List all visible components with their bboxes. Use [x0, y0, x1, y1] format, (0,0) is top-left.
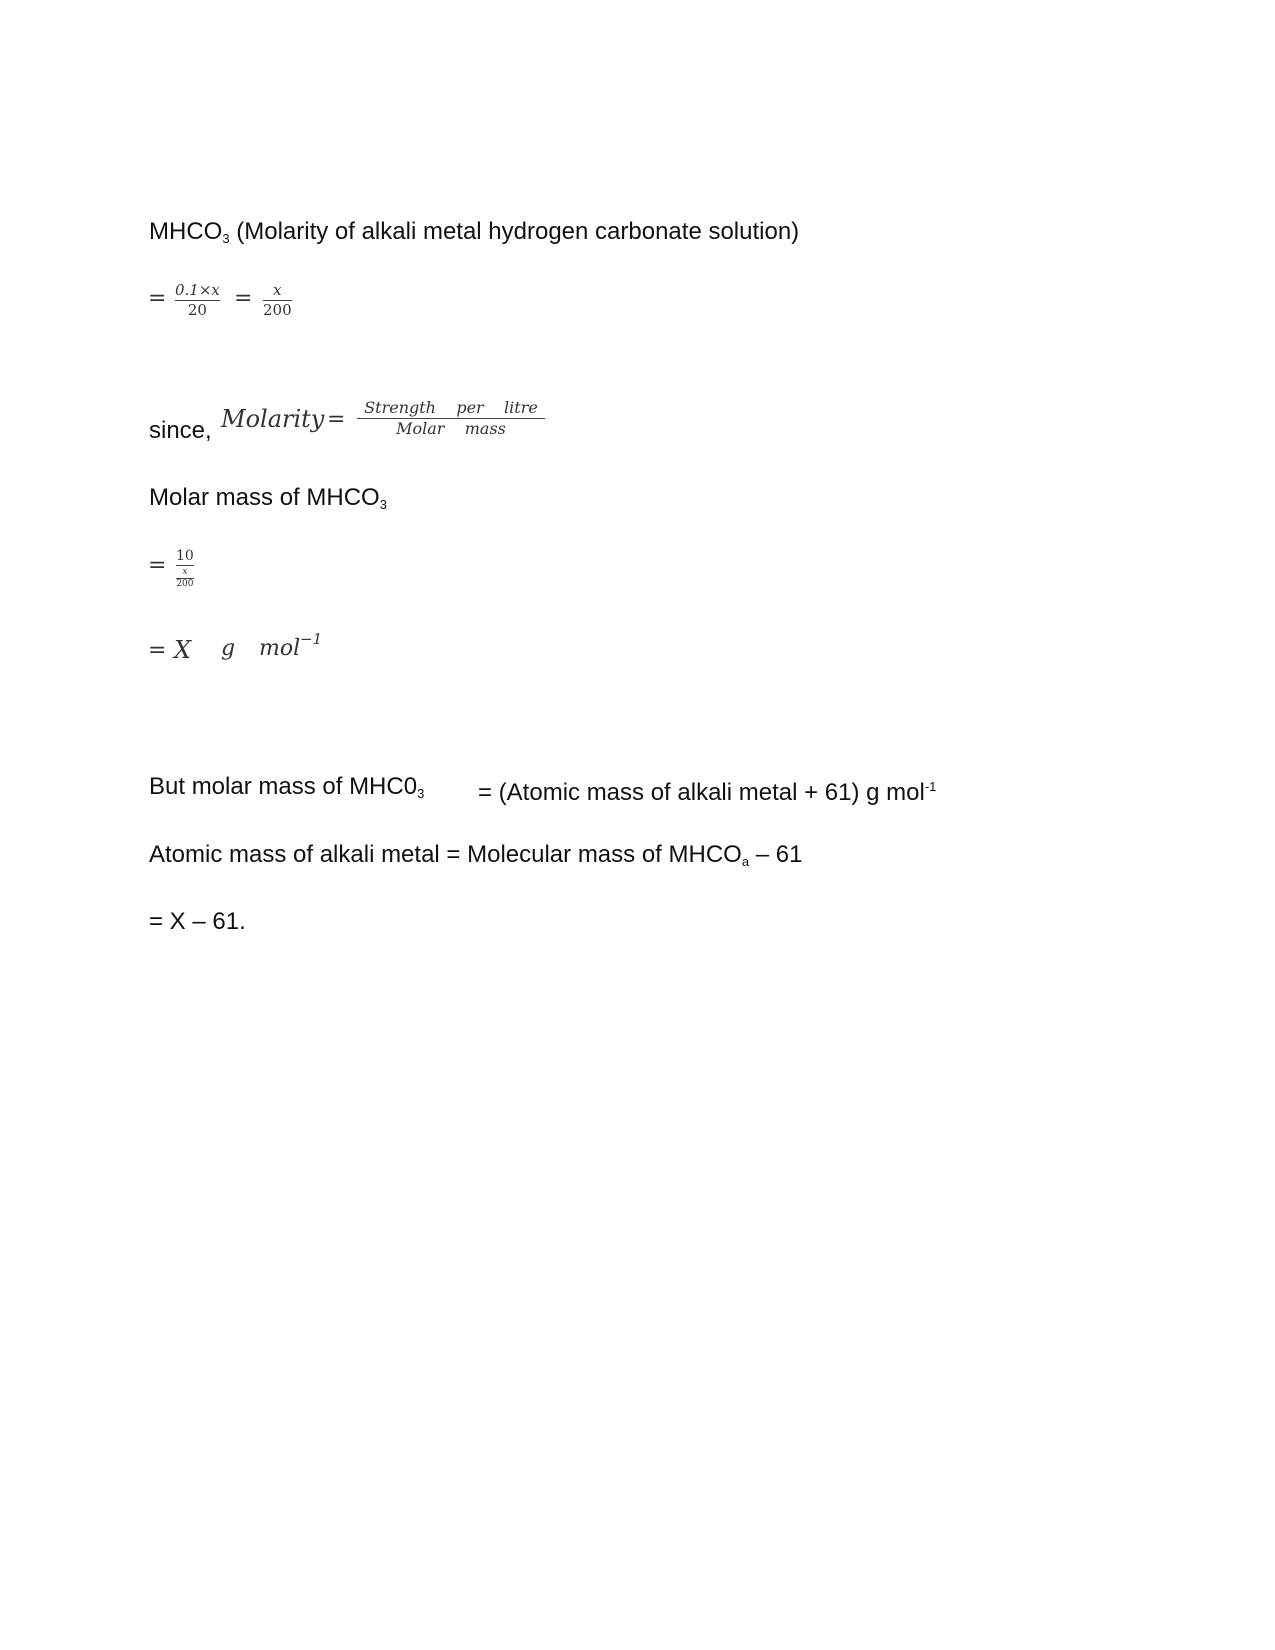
unit-mol: mol — [259, 636, 301, 661]
subscript-3: 3 — [417, 786, 425, 801]
fraction-numerator: 10 — [176, 548, 194, 564]
molarity-description: (Molarity of alkali metal hydrogen carbonate solution) — [229, 218, 800, 245]
variable-x: X — [174, 636, 192, 664]
equals-sign: = — [148, 638, 167, 663]
inner-fraction-x-over-200 — [176, 568, 193, 589]
fraction-numerator: 0.1×x — [175, 281, 220, 299]
subscript-a: a — [741, 854, 750, 869]
inner-denominator: 200 — [176, 579, 194, 589]
fraction-strength-over-molar-mass — [357, 400, 545, 437]
equals-sign: = — [327, 407, 346, 432]
fraction-denominator: 20 — [187, 301, 207, 319]
atomic-mass-line — [149, 841, 802, 876]
subscript-3: 3 — [379, 497, 387, 512]
fraction-denominator: 200 — [263, 301, 292, 319]
but-molar-mass-line — [149, 773, 424, 808]
equals-sign: = — [234, 286, 253, 311]
since-label: since, — [149, 417, 212, 444]
molar-mass-text: Molar mass of MHCO — [149, 484, 380, 511]
molarity-symbol: Molarity — [221, 405, 325, 433]
unit-g: g — [221, 636, 236, 661]
atomic-mass-text: Atomic mass of alkali metal = Molecular mass of MHCO — [149, 841, 742, 868]
inner-numerator: x — [182, 567, 188, 577]
fraction-denominator: Molar mass — [396, 419, 506, 438]
subscript-3: 3 — [222, 231, 230, 246]
fraction-bar — [176, 565, 194, 566]
final-result-text: = X – 61. — [149, 908, 246, 935]
but-molar-mass-text: But molar mass of MHC0 — [149, 773, 418, 800]
final-result-line — [149, 908, 246, 936]
fraction-numerator: x — [273, 281, 282, 299]
fraction-x-over-200 — [263, 283, 292, 318]
minus-61-text: – 61 — [749, 841, 803, 868]
atomic-mass-sum-text: = (Atomic mass of alkali metal + 61) g mol — [478, 779, 925, 806]
fraction-10-over-x-200 — [176, 549, 194, 589]
fraction-0-1x-over-20 — [175, 283, 220, 318]
atomic-mass-expression — [478, 773, 936, 807]
equals-sign: = — [148, 553, 167, 578]
equals-sign: = — [148, 286, 167, 311]
exponent-minus-1: −1 — [300, 630, 323, 648]
molar-mass-heading — [149, 484, 387, 519]
mhco-text: MHCO — [149, 218, 223, 245]
fraction-numerator: Strength per litre — [364, 398, 538, 417]
superscript-minus-1: -1 — [924, 779, 937, 794]
heading-molarity-line — [149, 218, 799, 253]
